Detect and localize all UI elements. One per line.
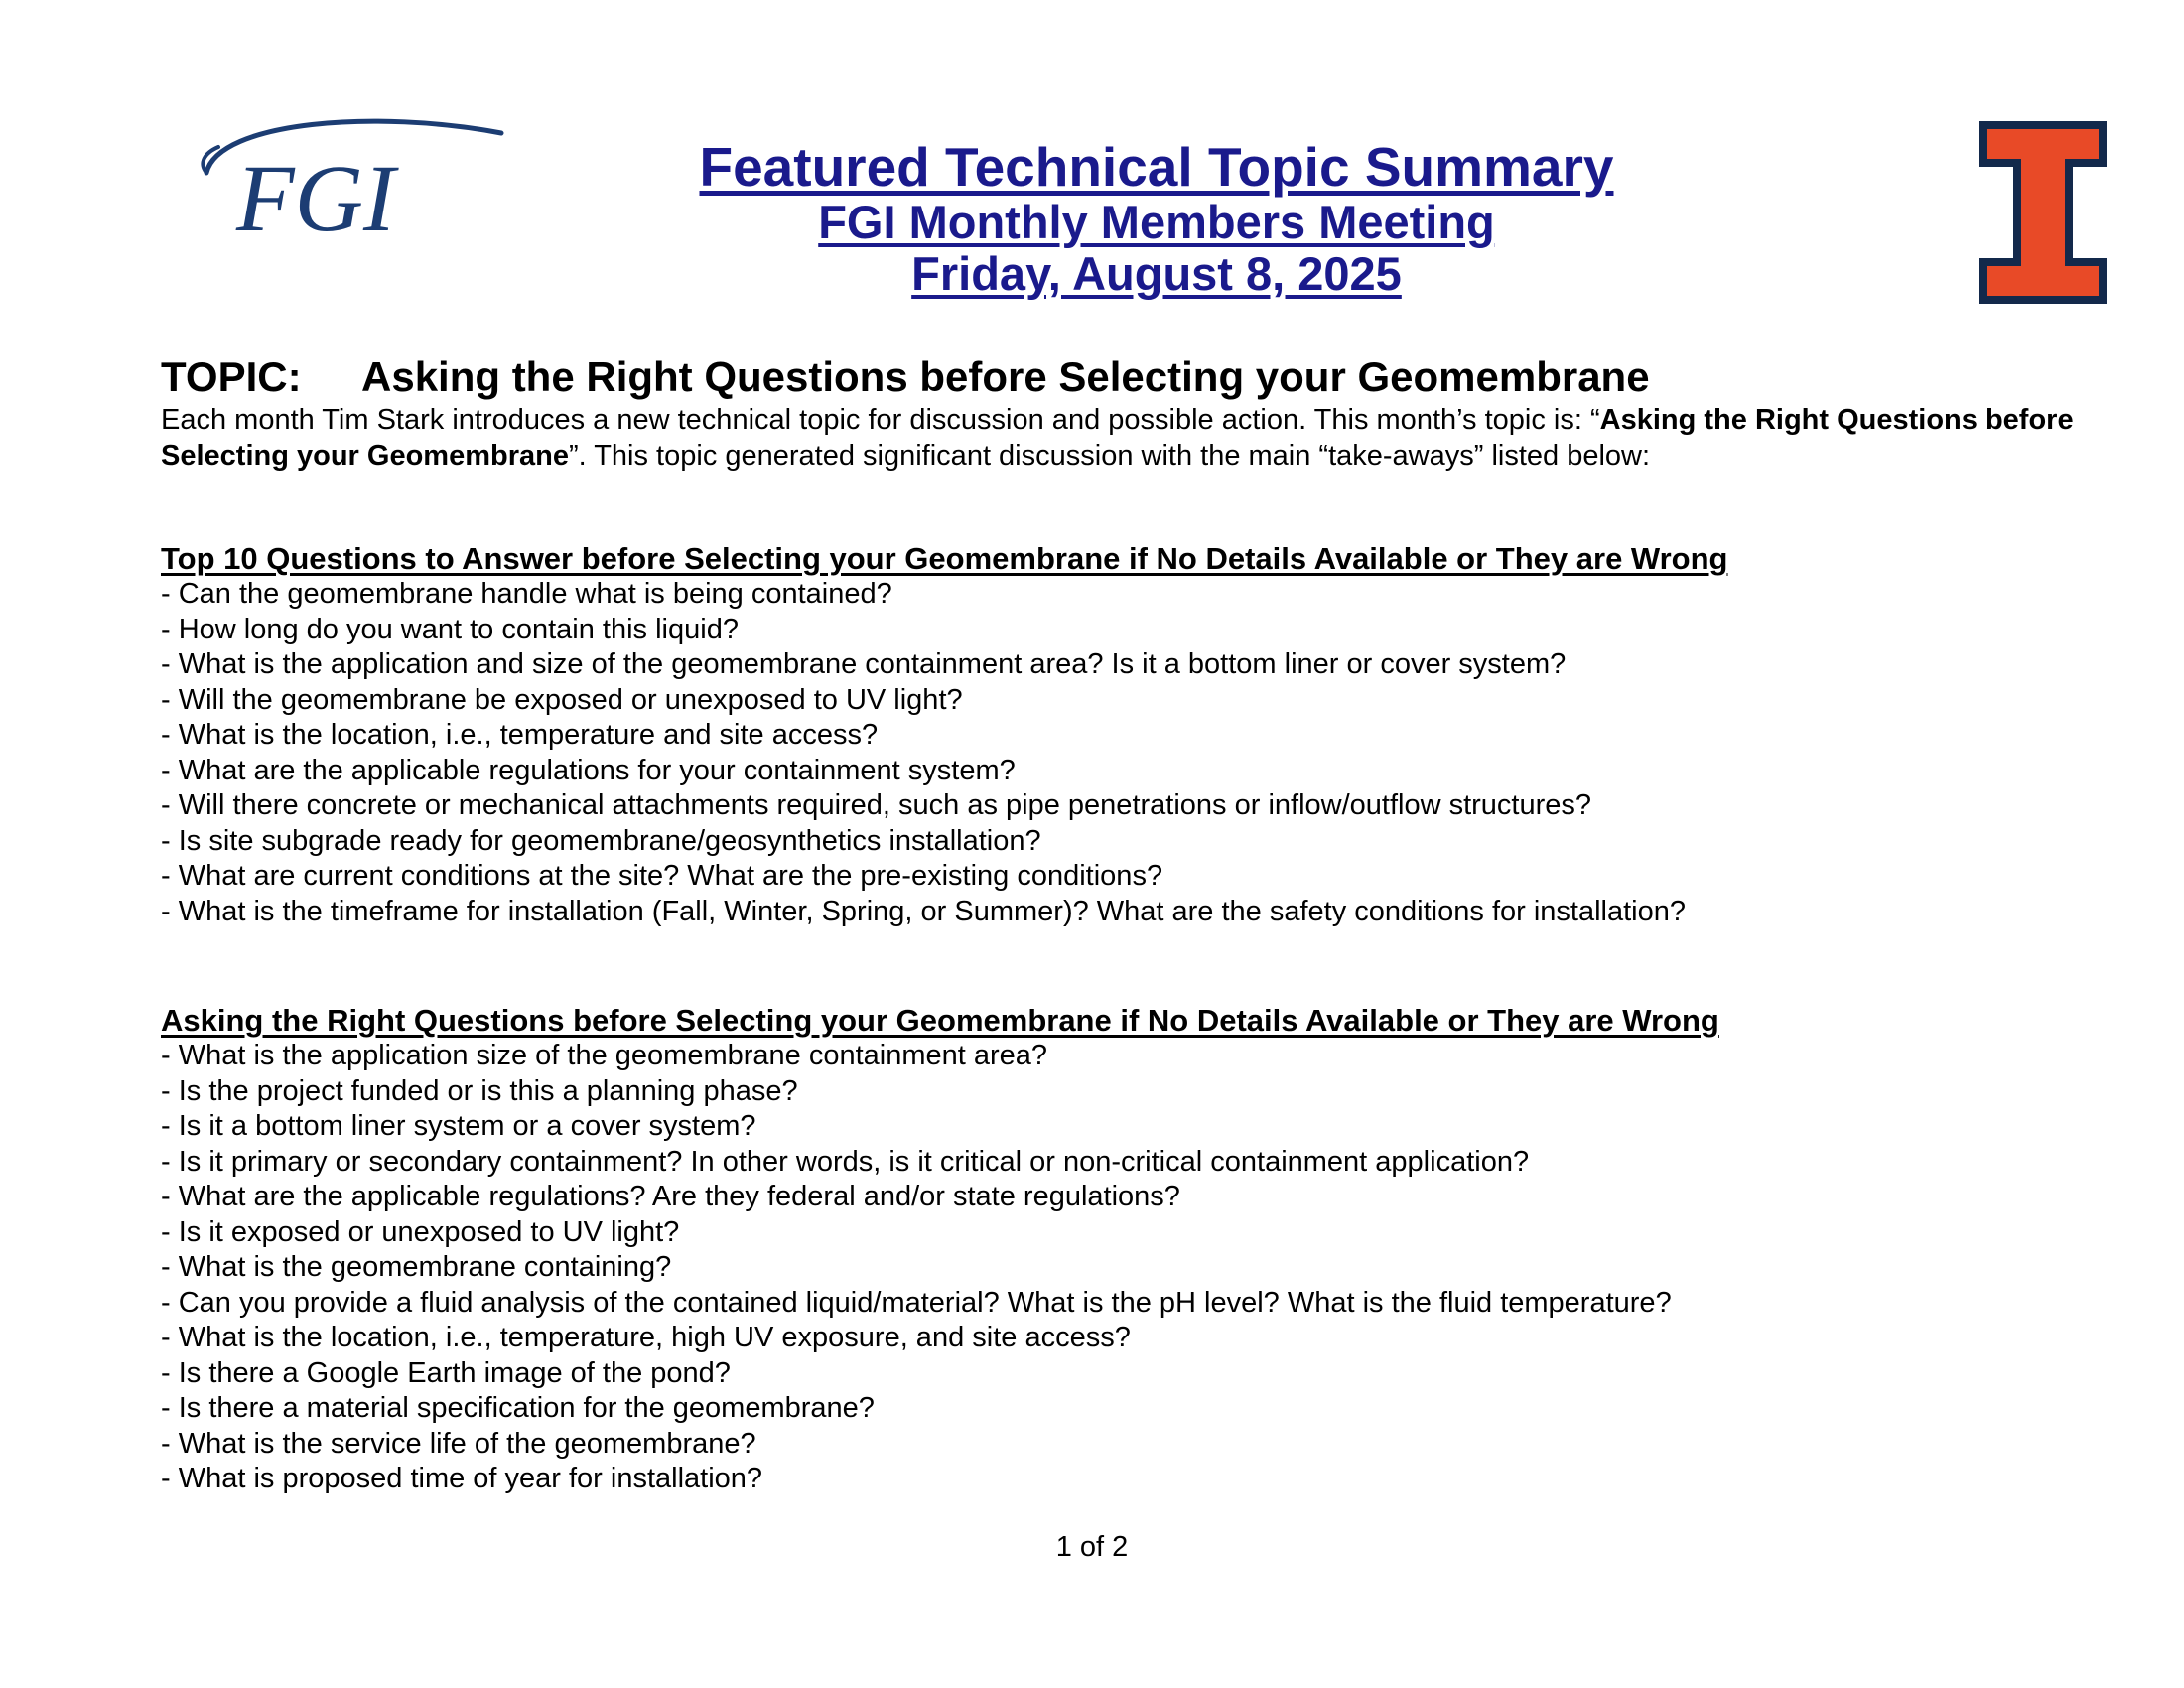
topic-intro [161,402,2107,474]
document-title: Featured Technical Topic Summary [699,136,1614,198]
question-item: - What are current conditions at the site? What are the pre-existing conditions? [161,860,1163,892]
meeting-name: FGI Monthly Members Meeting [818,196,1495,248]
illinois-i-icon [1976,117,2111,308]
section-heading: Top 10 Questions to Answer before Selecting your Geomembrane if No Details Available or They are Wrong [161,541,1728,576]
question-list [161,1039,2107,1497]
question-item: - What is the service life of the geomembrane? [161,1427,756,1460]
intro-topic-bold: Asking the Right Questions before Selecting your Geomembrane [161,404,2074,472]
question-item: - Will the geomembrane be exposed or unexposed to UV light? [161,683,963,716]
question-item: - Is there a Google Earth image of the pond? [161,1356,731,1389]
fgi-logo [179,111,516,240]
question-item: - What is proposed time of year for installation? [161,1463,763,1494]
question-list [161,577,2107,929]
question-item: - Can you provide a fluid analysis of the contained liquid/material? What is the pH level? What is the fluid temperature? [161,1286,1672,1319]
question-item: - How long do you want to contain this liquid? [161,613,739,645]
topic-block [161,352,2107,474]
question-item: - Will there concrete or mechanical attachments required, such as pipe penetrations or inflow/outflow structures? [161,789,1592,821]
question-item: - What is the application and size of the geomembrane containment area? Is it a bottom liner or cover system? [161,648,1567,680]
topic-title: Asking the Right Questions before Selecting your Geomembrane [361,353,1650,400]
question-item: - What is the application size of the geomembrane containment area? [161,1040,1048,1071]
question-item: - Is it exposed or unexposed to UV light? [161,1215,680,1248]
question-item: - What is the timeframe for installation (Fall, Winter, Spring, or Summer)? What are the safety conditions for installation? [161,895,1686,927]
question-item: - Is site subgrade ready for geomembrane/geosynthetics installation? [161,824,1041,857]
question-item: - What are the applicable regulations? Are they federal and/or state regulations? [161,1181,1180,1212]
question-item: - What is the geomembrane containing? [161,1251,672,1283]
intro-text-end: ”. This topic generated significant discussion with the main “take-aways” listed below: [568,440,1651,472]
topic-heading [161,352,2107,402]
question-item: - Can the geomembrane handle what is being contained? [161,578,892,610]
question-item: - Is there a material specification for the geomembrane? [161,1392,875,1424]
section-heading: Asking the Right Questions before Selecting your Geomembrane if No Details Available or They are Wrong [161,1003,1719,1038]
question-item: - Is it a bottom liner system or a cover system? [161,1110,756,1142]
fgi-logo-text: FGI [236,145,395,240]
meeting-date: Friday, August 8, 2025 [911,247,1402,300]
section-top-10-questions [161,541,2107,929]
page-number: 1 of 2 [1055,1531,1129,1563]
document-header [496,137,1817,300]
fgi-logo-graphic [179,111,516,240]
question-item: - What is the location, i.e., temperature, high UV exposure, and site access? [161,1322,1131,1353]
question-item: - What are the applicable regulations for your containment system? [161,754,1016,786]
question-item: - What is the location, i.e., temperature and site access? [161,719,879,751]
intro-text-start: Each month Tim Stark introduces a new technical topic for discussion and possible action. This month’s topic is: “ [161,404,1600,436]
topic-label: TOPIC: [161,353,302,400]
question-item: - Is the project funded or is this a planning phase? [161,1074,798,1107]
illinois-logo [1976,117,2111,308]
question-item: - Is it primary or secondary containment? In other words, is it critical or non-critical containment application? [161,1145,1530,1178]
section-right-questions [161,1003,2107,1497]
